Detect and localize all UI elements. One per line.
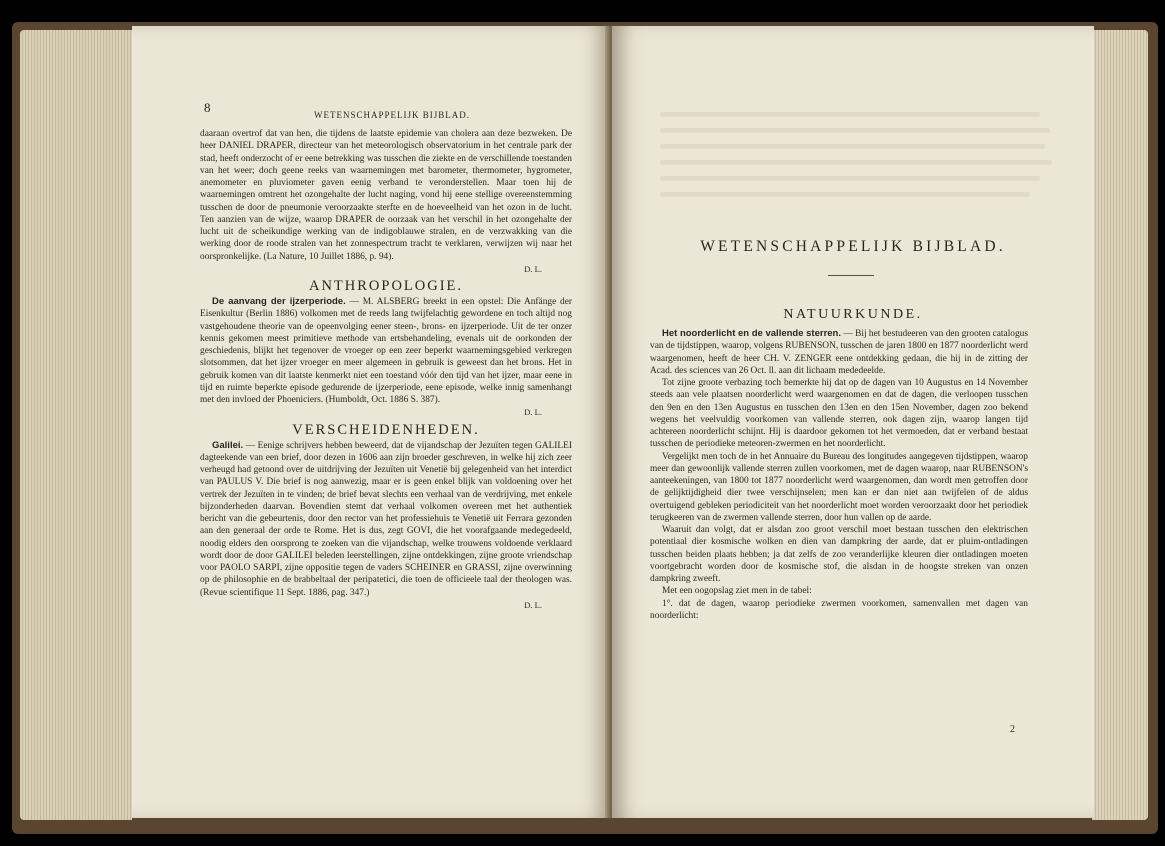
left-page-text bbox=[200, 128, 572, 611]
noorderlicht-lead: Het noorderlicht en de vallende sterren. bbox=[662, 328, 842, 339]
running-head: WETENSCHAPPELIJK BIJBLAD. bbox=[314, 110, 471, 120]
noorderlicht-paragraph-2: Tot zijne groote verbazing toch bemerkte hij dat op de dagen van 10 Augustus en 14 November steeds aan vele plaatsen noorderlicht werd waargenomen en dat de dagen, die verloopen tusschen den 9en en den 13en Augustus en tusschen den 13en en den 15en November, dagen zoo bekend wegens het veelvuldig voorkomen van vallende sterren, ook dagen zijn, waarop langen tijd achtereen noorderlicht schijnt. Hij is daardoor gekomen tot het vermoeden, dat er verband bestaat tusschen de periodieke meteoren-zwermen en het noorderlicht. bbox=[650, 378, 1028, 450]
noorderlicht-paragraph-1 bbox=[650, 328, 1028, 377]
galilei-text: — Eenige schrijvers hebben beweerd, dat de vijandschap der Jezuïten tegen GALILEI dagteekende van een brief, door dezen in 1606 aan zijn broeder geschreven, in welke hij zich zeer verheugd had getoond over de uitdrijving der Jezuïten uit Venetië bij gelegenheid van het interdict van PAULUS V. Die brief is nog aanwezig, maar er is geen enkel blijk van voldoening over het vertrek der Jezuïten in te vinden; de brief bevat slechts een verhaal van de verdrijving, met enkele bijzonderheden daarvan. Bovendien stemt dat verhaal volkomen overeen met het authentiek bericht van die gebeurtenis, door den rector van het professiehuis te Venetië uit Ferrara gezonden aan den generaal der orde te Rome. Het is dus, zegt GOVI, die het voorafgaande medegedeeld, noodig elders den oorsprong te zoeken van die vijandschap, welke trouwens voldoende verklaard wordt door de door GALILEI beleden leerstellingen, zijne ontdekkingen, zijne groote vriendschap voor PAOLO SARPI, zijne oppositie tegen de vaders SCHEINER en GRASSI, zijne overwinning op de philosophie en de brabbeltaal der peripatetici, die toen de officieele taal der theologen was. (Revue scientifique 11 Sept. 1886, pag. 347.) bbox=[200, 440, 573, 598]
show-through bbox=[660, 144, 1045, 149]
ijzer-signature: D. L. bbox=[524, 407, 542, 418]
right-main-title: WETENSCHAPPELIJK BIJBLAD. bbox=[700, 238, 1006, 255]
page-edges-left bbox=[20, 30, 132, 820]
galilei-signature: D. L. bbox=[524, 599, 542, 610]
show-through bbox=[660, 192, 1030, 197]
ijzer-paragraph bbox=[200, 296, 572, 406]
show-through bbox=[660, 128, 1050, 133]
noorderlicht-paragraph-6: 1°. dat de dagen, waarop periodieke zwermen voorkomen, samenvallen met dagen van noorderlicht: bbox=[650, 598, 1028, 621]
ijzer-lead: De aanvang der ijzerperiode. bbox=[212, 296, 346, 307]
noorderlicht-paragraph-3: Vergelijkt men toch de in het Annuaire du Bureau des longitudes aangegeven tijdstippen, waarop meer dan gewoonlijk vallende sterren zullen voorkomen, met de dagen waarop, naar RUBENSON's aanteekeningen, van 1800 tot 1877 noorderlicht werd waargenomen, dan wordt men getroffen door de gelijktijdigheid dier twee verschijnselen; men kan er dan niet aan twijfelen of de aldus overtuigend gebleken periodiciteit van het noorderlicht moet worden veroorzaakt door het periodiek terugkeeren van de zwermen vallende sterren, door hun vallen op de aarde. bbox=[650, 451, 1028, 523]
show-through bbox=[660, 160, 1052, 165]
noorderlicht-paragraph-4: Waaruit dan volgt, dat er alsdan zoo groot verschil moet bestaan tusschen den elektrischen potentiaal dier kosmische wolken en dien van dampkring der aarde, dat er pluim-ontladingen tusschen beiden plaats hebben; ja dat zelfs de zoo veranderlijke kleuren dier ontladingen moeten voortgebracht worden door de kosmische stof, die alsdan in de hoogste streken van onzen dampkring zweeft. bbox=[650, 525, 1028, 584]
galilei-lead: Galilei. bbox=[212, 439, 244, 451]
section-verscheidenheden: VERSCHEIDENHEDEN. bbox=[292, 421, 480, 438]
page-edges-right bbox=[1092, 30, 1148, 820]
ijzer-text: — M. ALSBERG breekt in een opstel: Die Anfänge der Eisenkultur (Berlin 1886) volkomen met de reeds lang twijfelachtig gewordene en toch altijd nog vastgehoudene theorie van de opeenvolging eener steen-, brons- en ijzerperiode. Uit de ter onzer kennis gekomen meest primitieve methode van ertsbehandeling, evenals uit de oorkonden der geschiedenis, blijkt het tegenover de vroeger op een zeer beperkt waarnemingsgebied verkregen slotsommen, dat het ijzer vroeger en meer algemeen in gebruik is geweest dan het brons. Het in gebruik komen van dit laatste kenmerkt niet een toestand vóór den tijd van het ijzer, maar eene in tijd en ruimte beperkte episode gedurende de ijzerperiode, eene episode, welke innig samenhangt met den invloed der Phoeniciers. (Humboldt, Oct. 1886 S. 387). bbox=[200, 297, 573, 405]
cholera-paragraph: daaraan overtrof dat van hen, die tijdens de laatste epidemie van cholera aan deze bezweken. De heer DANIEL DRAPER, directeur van het meteorologisch observatorium in het centrale park der stad, heeft onderzocht of er eene betrekking was tusschen die ziekte en de verschillende toestanden van het weer; doch geene reeks van waarnemingen met barometer, thermometer, hygrometer, anemometer en pluviometer gaven eenig verband te veronderstellen. Maar toen hij de waarnemingen omtrent het ozongehalte der lucht naging, vond hij eene stellige overeenstemming tusschen de door de pneumonie veroorzaakte sterfte en de hoeveelheid van het ozon in de lucht. Ten aanzien van de wijze, waarop DRAPER de oorzaak van het verschil in het ozongehalte der lucht uit de scheikundige werking van de indigoblauwe stralen, en de verzwakking van die werking door de roode stralen van het zonnespectrum tracht te verklaren, verwijzen wij naar het oorspronkelijke. (La Nature, 10 Juillet 1886, p. 94). bbox=[200, 129, 572, 262]
title-rule bbox=[828, 275, 874, 276]
right-page-text bbox=[650, 328, 1028, 622]
noorderlicht-paragraph-5: Met een oogopslag ziet men in de tabel: bbox=[662, 586, 812, 597]
section-natuurkunde: NATUURKUNDE. bbox=[783, 307, 923, 322]
show-through bbox=[660, 112, 1040, 117]
galilei-paragraph bbox=[200, 440, 572, 599]
cholera-signature: D. L. bbox=[524, 263, 542, 274]
signature-mark: 2 bbox=[1010, 724, 1015, 735]
show-through bbox=[660, 176, 1040, 181]
noorderlicht-text-1: — Bij het bestudeeren van den grooten catalogus van de tijdstippen, waarop, volgens RUBENSON, tusschen de jaren 1800 en 1877 noorderlicht werd waargenomen, heeft de heer CH. V. ZENGER eene ontdekking gedaan, die hij in de zitting der Acad. des sciences van 26 Oct. ll. aan dit lichaam mededeelde. bbox=[650, 329, 1029, 376]
section-anthropologie: ANTHROPOLOGIE. bbox=[308, 278, 464, 294]
page-number: 8 bbox=[204, 100, 211, 115]
